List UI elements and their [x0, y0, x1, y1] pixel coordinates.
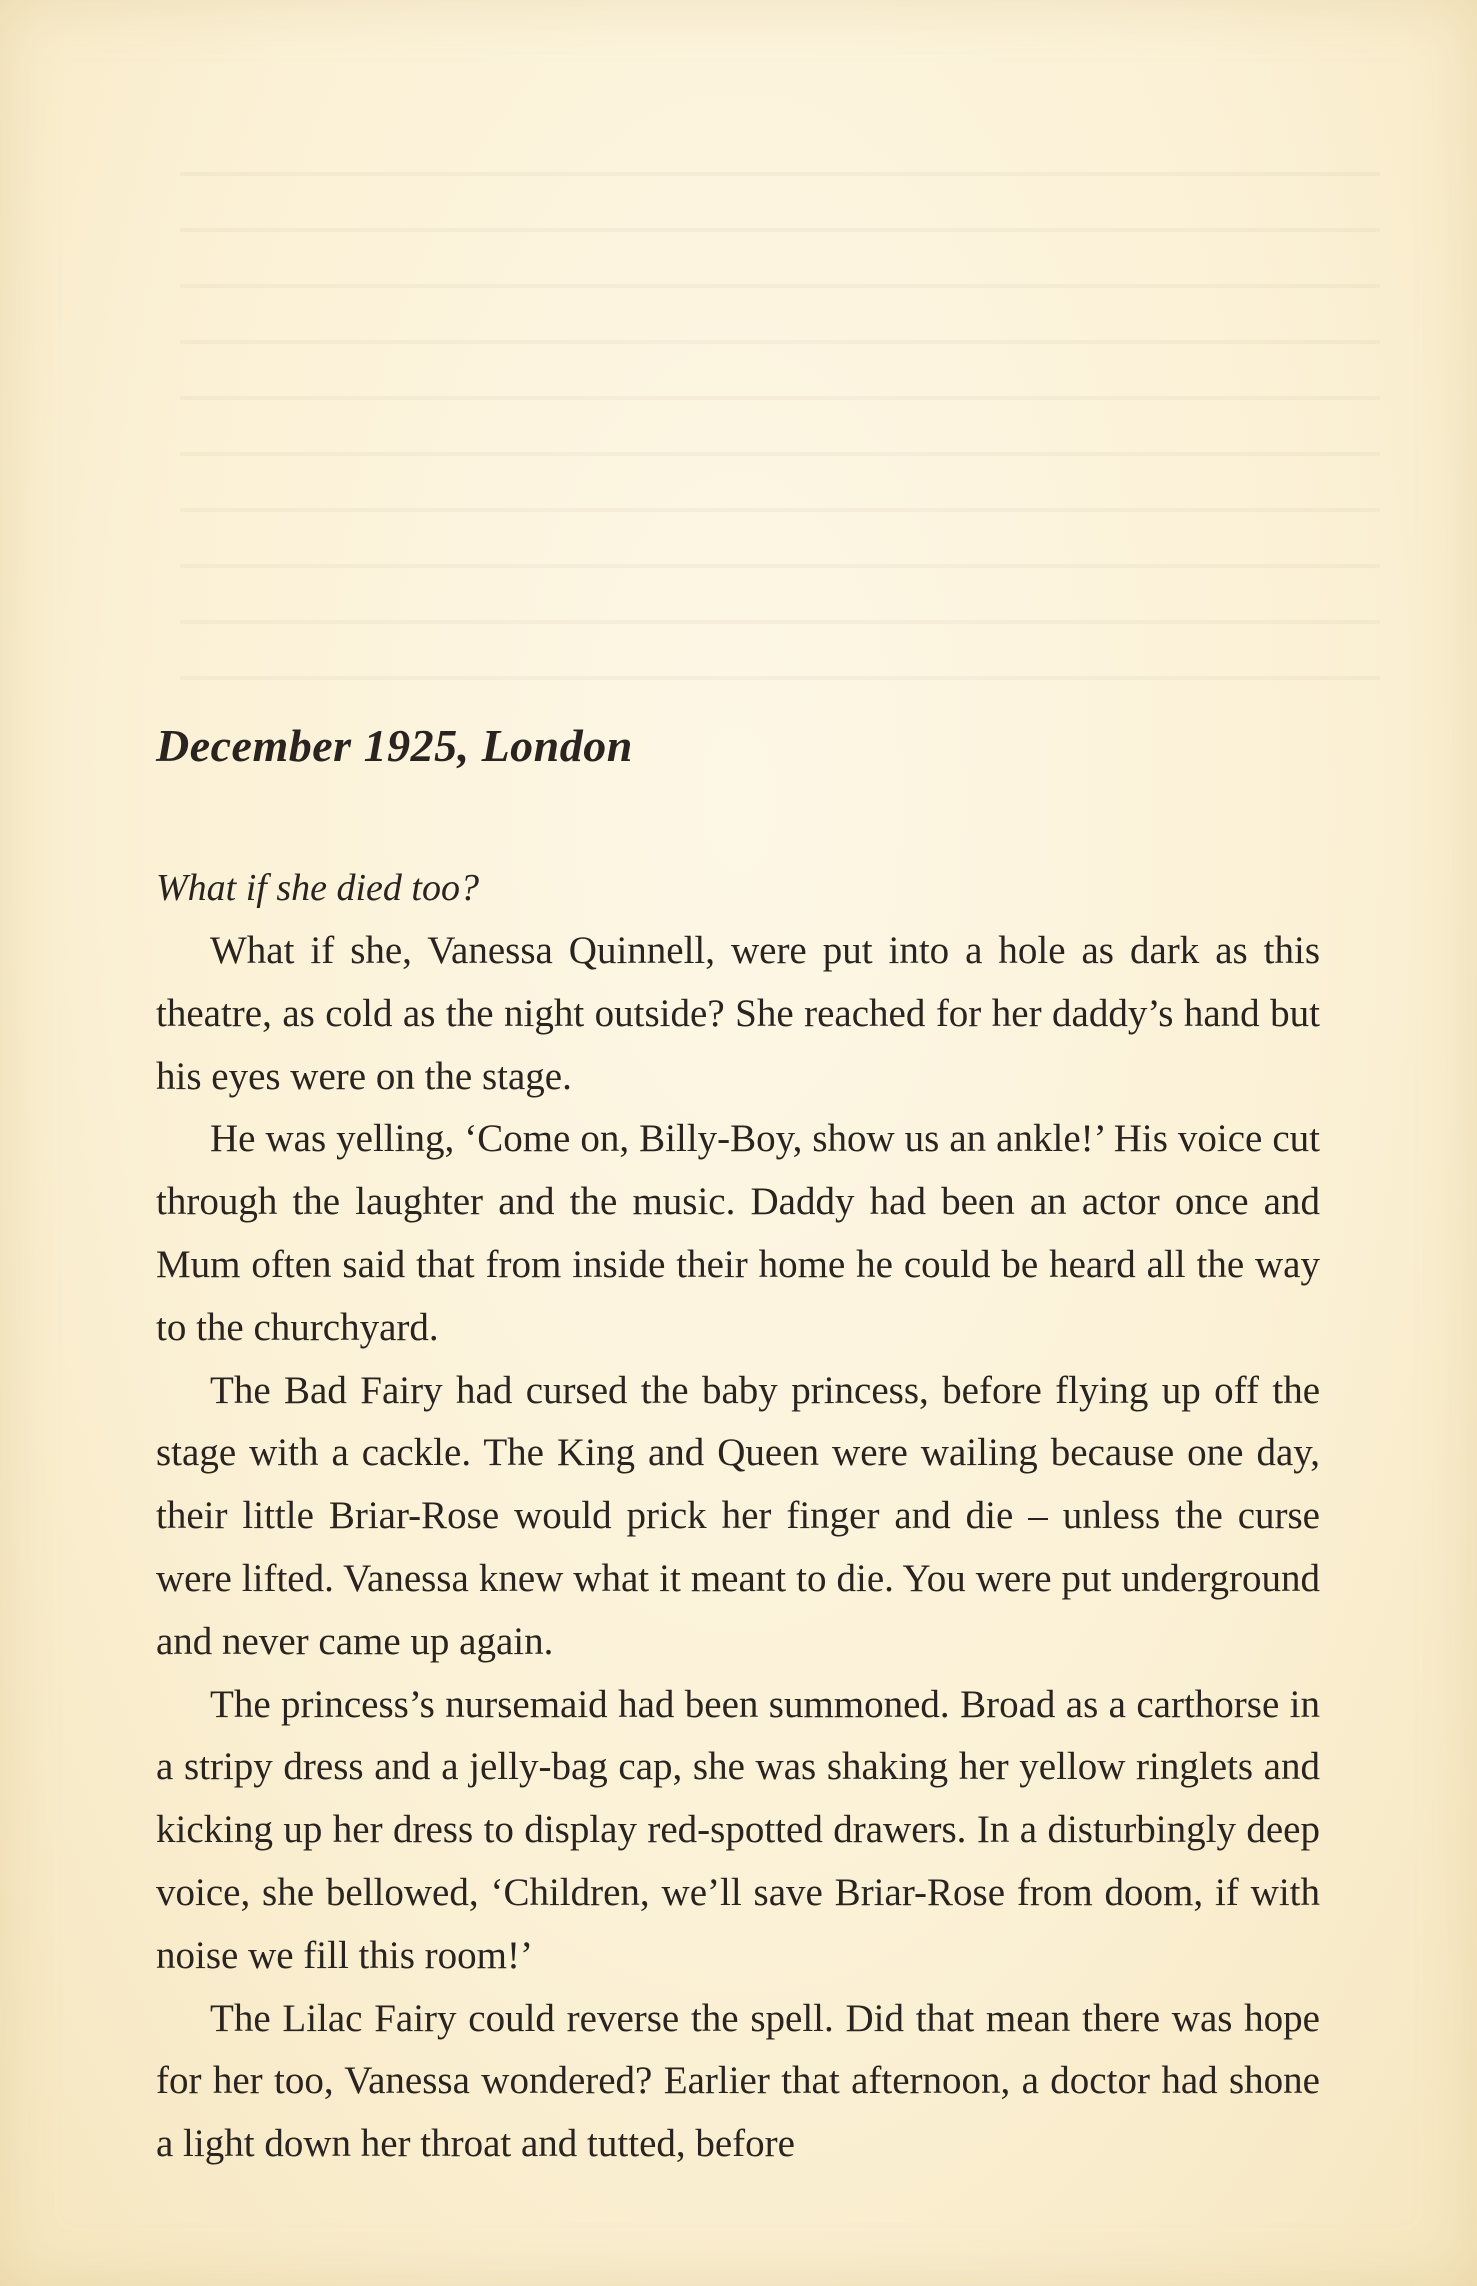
page-text-block: [156, 718, 1320, 2176]
chapter-heading: December 1925, London: [156, 720, 633, 771]
show-through-texture: [180, 120, 1380, 680]
paragraph: He was yelling, ‘Come on, Billy-Boy, show us an ankle!’ His voice cut through the laughter and the music. Daddy had been an actor once and Mum often said that from inside their home he could be heard all the way to the churchyard.: [156, 1117, 1320, 1349]
paragraph: The Lilac Fairy could reverse the spell. Did that mean there was hope for her too, Vanessa wondered? Earlier that afternoon, a doctor had shone a light down her throat and tutted, before: [156, 1996, 1320, 2166]
paragraph: The princess’s nursemaid had been summoned. Broad as a carthorse in a stripy dress and a jelly-bag cap, she was shaking her yellow ringlets and kicking up her dress to display red-spotted drawers. In a disturbingly deep voice, she bellowed, ‘Children, we’ll save Briar-Rose from doom, if with noise we fill this room!’: [156, 1682, 1320, 1977]
opening-line: What if she died too?: [156, 867, 479, 910]
paragraph: What if she, Vanessa Quinnell, were put into a hole as dark as this theatre, as cold as the night outside? She reached for her daddy’s hand but his eyes were on the stage.: [156, 928, 1320, 1098]
paragraph: The Bad Fairy had cursed the baby princess, before flying up off the stage with a cackle. The King and Queen were wailing because one day, their little Briar-Rose would prick her finger and die – unless the curse were lifted. Vanessa knew what it meant to die. You were put underground and never came up again.: [156, 1368, 1320, 1663]
